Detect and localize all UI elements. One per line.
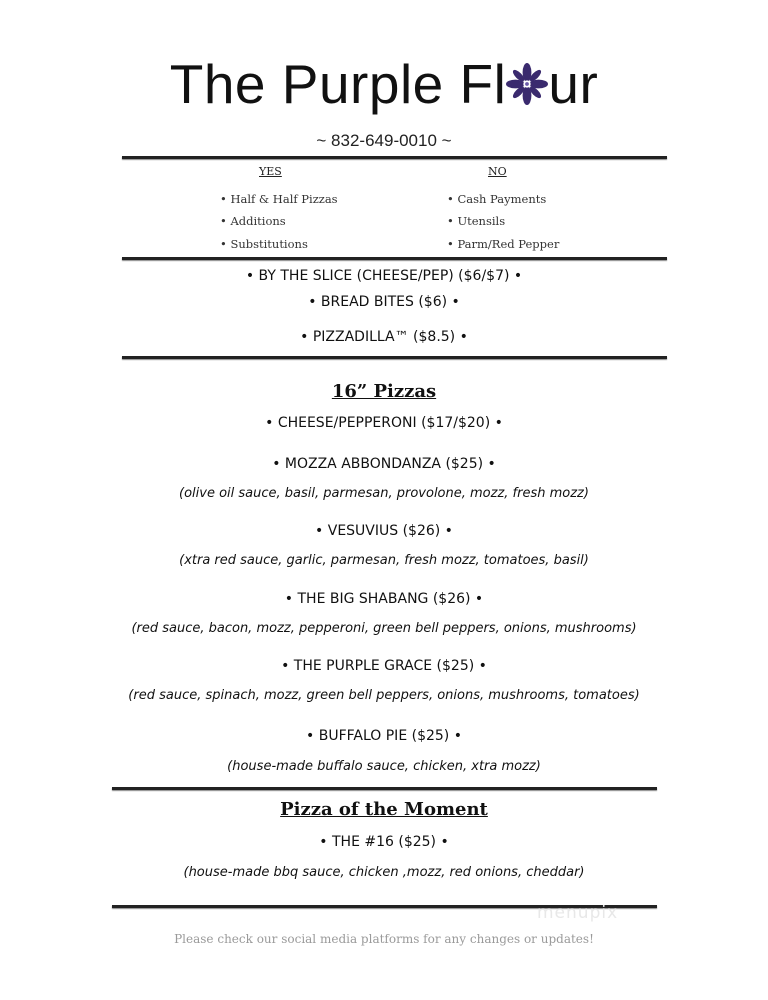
divider xyxy=(122,156,667,159)
no-item-parm-red-pepper: • Parm/Red Pepper xyxy=(447,237,560,251)
menu-item-description: (red sauce, spinach, mozz, green bell peppers, onions, mushrooms, tomatoes) xyxy=(128,688,640,703)
menu-item-pizzadilla: • PIZZADILLA™ ($8.5) • xyxy=(300,329,468,345)
menu-item-vesuvius: • VESUVIUS ($26) • xyxy=(315,523,453,539)
menu-item-buffalo-pie: • BUFFALO PIE ($25) • xyxy=(306,728,462,744)
menu-item-purple-grace: • THE PURPLE GRACE ($25) • xyxy=(281,658,487,674)
title-text-start: The Purple Fl xyxy=(169,53,507,115)
footer-note: Please check our social media platforms for any changes or updates! xyxy=(174,932,594,946)
divider xyxy=(122,356,667,359)
pizzas-heading: 16” Pizzas xyxy=(331,381,437,402)
yes-item-substitutions: • Substitutions xyxy=(220,237,308,251)
no-column-heading: NO xyxy=(488,165,507,178)
purple-flower-icon xyxy=(506,63,548,105)
yes-item-half-and-half: • Half & Half Pizzas xyxy=(220,192,338,206)
yes-column-heading: YES xyxy=(259,165,282,178)
menu-item-description: (house-made bbq sauce, chicken ,mozz, red onions, cheddar) xyxy=(183,865,585,880)
menu-item-the-16: • THE #16 ($25) • xyxy=(319,834,449,850)
menu-item-bread-bites: • BREAD BITES ($6) • xyxy=(308,294,460,310)
title-text-end: ur xyxy=(548,53,599,115)
menupix-watermark: menupix xyxy=(537,903,619,923)
menu-item-description: (house-made buffalo sauce, chicken, xtra mozz) xyxy=(227,759,541,774)
restaurant-title xyxy=(0,52,768,116)
pizza-of-the-moment-heading: Pizza of the Moment xyxy=(280,799,488,820)
menu-item-description: (red sauce, bacon, mozz, pepperoni, green bell peppers, onions, mushrooms) xyxy=(131,621,637,636)
divider xyxy=(122,257,667,260)
menu-item-description: (olive oil sauce, basil, parmesan, provolone, mozz, fresh mozz) xyxy=(179,486,589,501)
divider xyxy=(112,787,657,790)
menu-item-description: (xtra red sauce, garlic, parmesan, fresh mozz, tomatoes, basil) xyxy=(179,553,589,568)
menu-item-by-the-slice: • BY THE SLICE (CHEESE/PEP) ($6/$7) • xyxy=(245,268,523,284)
yes-item-additions: • Additions xyxy=(220,214,286,228)
no-item-utensils: • Utensils xyxy=(447,214,506,228)
menu-item-mozza-abbondanza: • MOZZA ABBONDANZA ($25) • xyxy=(272,456,496,472)
menu-item-big-shabang: • THE BIG SHABANG ($26) • xyxy=(284,591,484,607)
phone-number: ~ 832-649-0010 ~ xyxy=(316,131,452,150)
no-item-cash: • Cash Payments xyxy=(447,192,547,206)
menu-item-cheese-pepperoni: • CHEESE/PEPPERONI ($17/$20) • xyxy=(265,415,503,431)
